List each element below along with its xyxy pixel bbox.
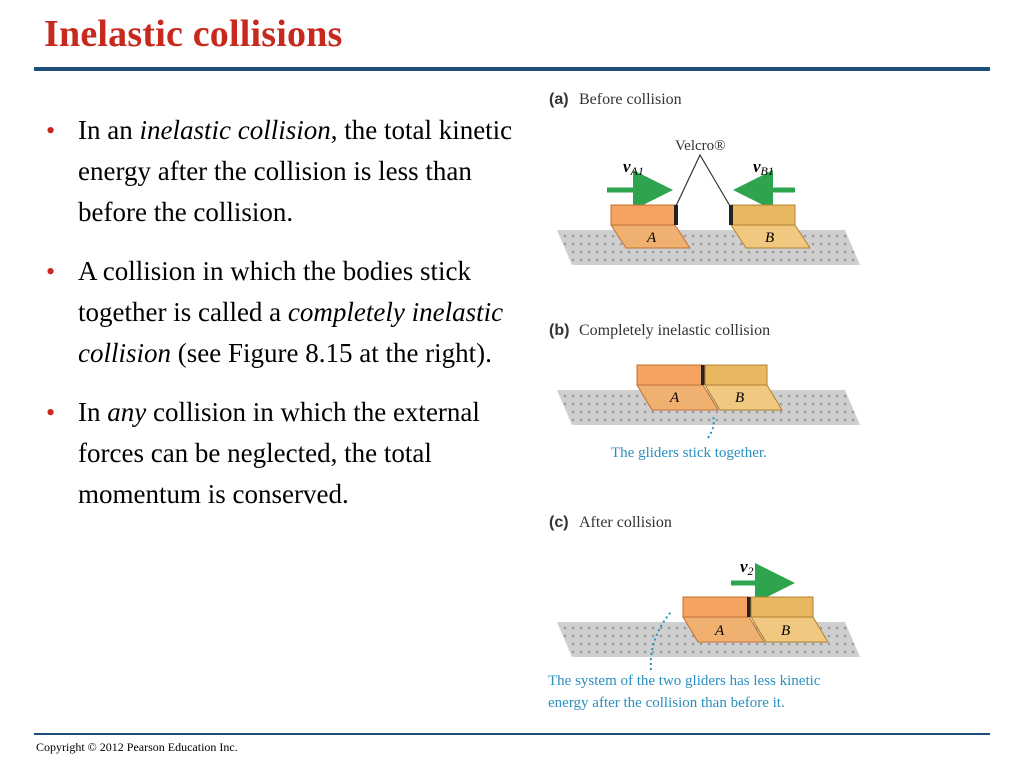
svg-text:A: A — [715, 623, 725, 639]
bullet-list — [44, 110, 514, 533]
panel-a-letter: (a) — [549, 91, 569, 108]
glider-a — [611, 205, 690, 248]
collision-figure — [545, 80, 915, 720]
panel-c — [548, 514, 860, 711]
bullet-item — [44, 251, 514, 374]
panel-c-letter: (c) — [549, 514, 569, 531]
bullet-run: In — [78, 397, 108, 427]
panel-b — [549, 322, 860, 461]
panel-b-note: The gliders stick together. — [611, 445, 767, 461]
copyright-footer: Copyright © 2012 Pearson Education Inc. — [36, 740, 238, 754]
bullet-text — [78, 115, 512, 227]
svg-text:B: B — [765, 230, 775, 246]
panel-c-note-line2: energy after the collision than before it. — [548, 695, 785, 711]
velcro-label: Velcro® — [675, 138, 726, 154]
velcro-pointer — [676, 155, 730, 206]
panel-b-caption: Completely inelastic collision — [579, 322, 771, 339]
bullet-emphasis: any — [107, 397, 147, 427]
bullet-run: (see Figure 8.15 at the right). — [171, 338, 492, 368]
glider-b — [705, 365, 782, 410]
bullet-text — [78, 256, 503, 368]
bullet-emphasis: inelastic collision — [139, 115, 331, 145]
bullet-marker: • — [46, 116, 56, 145]
bullet-item — [44, 110, 514, 233]
panel-a-caption: Before collision — [579, 91, 682, 108]
bullet-run: , the total kinetic energy after the collision is less than before the collision. — [78, 115, 513, 227]
velocity-label-2: v2 — [740, 557, 754, 578]
footer-divider — [34, 733, 990, 735]
bullet-run: collision in which the external forces can be neglected, the total momentum is conserved. — [78, 397, 480, 509]
bullet-emphasis: completely inelastic collision — [78, 297, 504, 368]
velocity-label-a1: vA1 — [623, 157, 644, 178]
panel-b-letter: (b) — [549, 322, 570, 339]
slide-title: Inelastic collisions — [44, 13, 343, 55]
svg-text:A: A — [670, 390, 680, 406]
panel-c-note-line1: The system of the two gliders has less kinetic — [548, 673, 821, 689]
title-divider — [34, 67, 990, 71]
panel-a — [549, 91, 860, 265]
svg-text:B: B — [781, 623, 791, 639]
bullet-marker: • — [46, 398, 56, 427]
bullet-run: In an — [78, 115, 140, 145]
velocity-label-b1: vB1 — [753, 157, 774, 178]
track — [557, 230, 860, 265]
glider-b — [751, 597, 828, 642]
panel-c-caption: After collision — [579, 514, 672, 531]
svg-text:B: B — [735, 390, 745, 406]
svg-text:A: A — [647, 230, 657, 246]
bullet-marker: • — [46, 257, 56, 286]
figure-svg — [545, 80, 915, 720]
bullet-run: A collision in which the bodies stick together is called a — [78, 256, 471, 327]
bullet-item — [44, 392, 514, 515]
bullet-text — [78, 397, 480, 509]
